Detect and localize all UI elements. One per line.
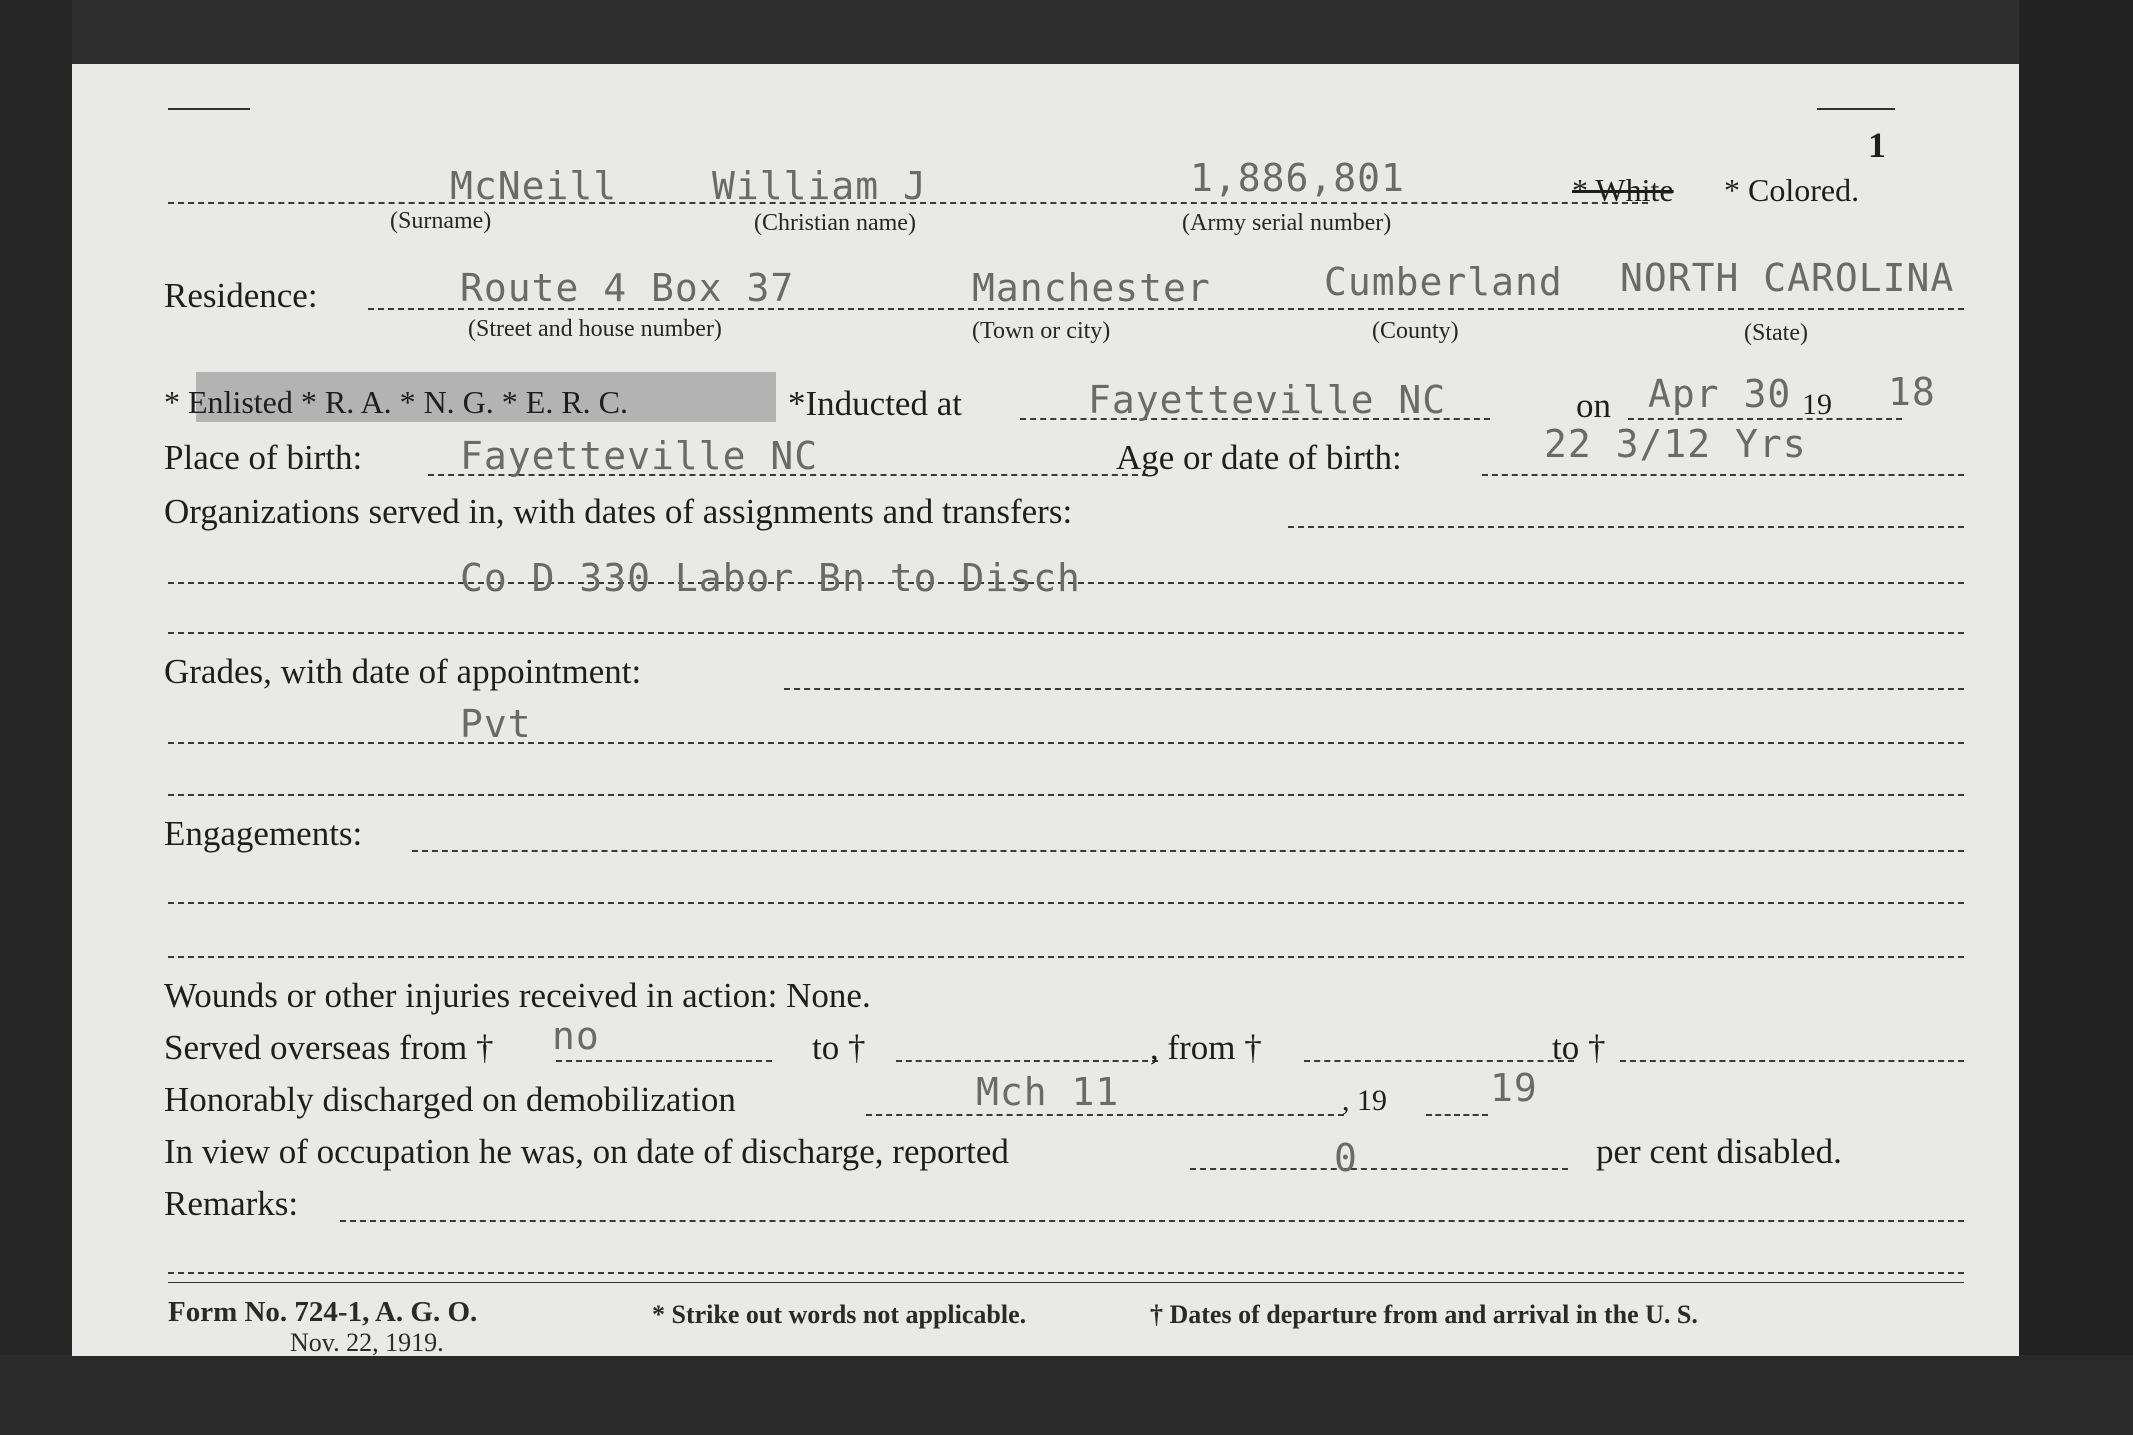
induction-year-prefix: 19 [1802, 388, 1832, 421]
form-number: Form No. 724-1, A. G. O. [168, 1296, 478, 1328]
county-caption: (County) [1372, 318, 1459, 344]
age-line [1482, 474, 1964, 476]
overseas-to-line [896, 1060, 1158, 1062]
corner-mark-left [168, 108, 250, 110]
grades-line-1 [784, 688, 1964, 690]
form-date: Nov. 22, 1919. [290, 1328, 444, 1357]
residence-county-value: Cumberland [1324, 260, 1563, 304]
inducted-on-label: on [1576, 386, 1611, 425]
organizations-label: Organizations served in, with dates of assignments and transfers: [164, 492, 1073, 531]
remarks-line-1 [340, 1220, 1964, 1222]
state-caption: (State) [1744, 320, 1808, 346]
discharge-year-prefix: , 19 [1342, 1084, 1387, 1117]
surname-caption: (Surname) [390, 208, 492, 234]
corner-mark-right [1817, 108, 1895, 110]
inducted-at-label: *Inducted at [788, 384, 962, 423]
engagements-line-2 [168, 902, 1964, 904]
place-of-birth-value: Fayetteville NC [460, 434, 819, 478]
engagements-line-3 [168, 956, 1964, 958]
overseas-to-label-2: to † [1552, 1028, 1606, 1067]
grades-label: Grades, with date of appointment: [164, 652, 642, 691]
age-label: Age or date of birth: [1116, 438, 1402, 477]
disability-label: In view of occupation he was, on date of discharge, reported [164, 1132, 1009, 1171]
disability-value: 0 [1334, 1136, 1358, 1180]
footer-rule [168, 1282, 1964, 1283]
grades-value: Pvt [460, 702, 532, 746]
induction-year-value: 18 [1888, 370, 1936, 414]
age-value: 22 3/12 Yrs [1544, 422, 1807, 466]
card-number: 1 [1868, 125, 1886, 165]
inducted-place-value: Fayetteville NC [1088, 378, 1447, 422]
induction-date-line [1628, 418, 1902, 420]
engagements-line-1 [412, 850, 1964, 852]
overseas-from-label-2: , from † [1150, 1028, 1262, 1067]
scan-border-left [0, 0, 72, 1435]
service-record-card [72, 64, 2019, 1356]
overseas-to-line-2 [1620, 1060, 1964, 1062]
residence-state-value: NORTH CAROLINA [1620, 256, 1955, 300]
race-white-option: * White [1572, 172, 1674, 208]
overseas-from-line-2 [1304, 1060, 1574, 1062]
induction-date-value: Apr 30 [1648, 372, 1792, 416]
grades-line-2 [168, 742, 1964, 744]
place-of-birth-label: Place of birth: [164, 438, 363, 477]
disability-suffix: per cent disabled. [1596, 1132, 1842, 1171]
discharge-year-line [1426, 1114, 1488, 1116]
organizations-line-3 [168, 632, 1964, 634]
discharge-date-line [866, 1114, 1344, 1116]
christian-name-caption: (Christian name) [754, 210, 916, 236]
overseas-from-line [556, 1060, 772, 1062]
discharge-year-value: 19 [1490, 1066, 1538, 1110]
serial-number-caption: (Army serial number) [1182, 210, 1392, 236]
enlistment-options: * Enlisted * R. A. * N. G. * E. R. C. [164, 384, 629, 420]
engagements-label: Engagements: [164, 814, 363, 853]
overseas-from-label: Served overseas from † [164, 1028, 494, 1067]
disability-line [1190, 1168, 1568, 1170]
christian-name-value: William J [712, 164, 927, 208]
surname-value: McNeill [450, 164, 618, 208]
strike-out-note: * Strike out words not applicable. [652, 1300, 1027, 1329]
remarks-line-2 [168, 1272, 1964, 1274]
grades-line-3 [168, 794, 1964, 796]
remarks-label: Remarks: [164, 1184, 299, 1223]
wounds-label: Wounds or other injuries received in action: None. [164, 976, 871, 1015]
discharge-date-value: Mch 11 [976, 1070, 1120, 1114]
scan-border-top [0, 0, 2133, 64]
race-colored-option: * Colored. [1724, 172, 1860, 208]
residence-label: Residence: [164, 276, 318, 315]
dates-note: † Dates of departure from and arrival in the U. S. [1150, 1300, 1698, 1329]
street-caption: (Street and house number) [468, 316, 722, 342]
discharge-label: Honorably discharged on demobilization [164, 1080, 736, 1119]
organizations-value: Co D 330 Labor Bn to Disch [460, 556, 1081, 600]
town-caption: (Town or city) [972, 318, 1111, 344]
overseas-to-label: to † [812, 1028, 866, 1067]
scan-border-right [2019, 0, 2133, 1435]
residence-street-value: Route 4 Box 37 [460, 266, 795, 310]
overseas-from-value: no [552, 1014, 600, 1058]
serial-number-value: 1,886,801 [1190, 156, 1405, 200]
organizations-line-1 [1288, 526, 1964, 528]
residence-town-value: Manchester [972, 266, 1211, 310]
scan-border-bottom [0, 1355, 2133, 1435]
